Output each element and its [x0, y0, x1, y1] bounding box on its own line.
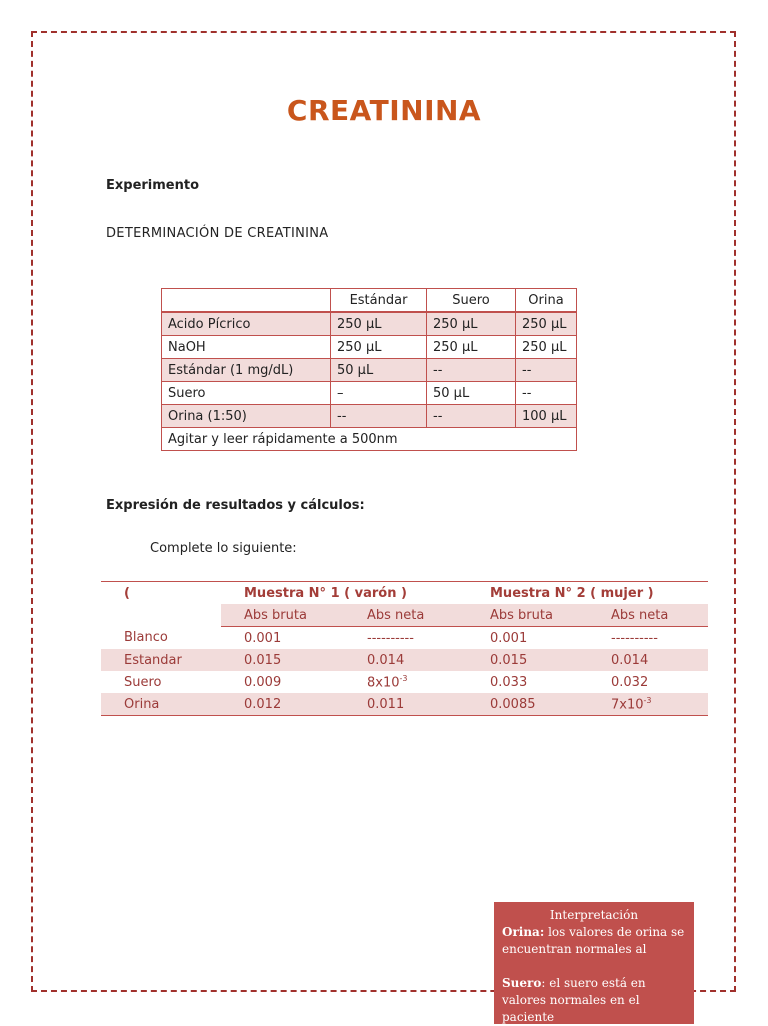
protocol-header-cell: [162, 289, 331, 313]
protocol-cell: --: [331, 405, 427, 428]
result-value-base: 8x10: [367, 675, 400, 691]
protocol-cell: 250 µL: [427, 312, 516, 336]
protocol-cell: Orina (1:50): [162, 405, 331, 428]
protocol-cell: 50 µL: [331, 359, 427, 382]
protocol-cell: –: [331, 382, 427, 405]
page-title: CREATININA: [286, 94, 482, 127]
result-cell: 0.0085: [467, 693, 588, 716]
result-cell: 0.011: [344, 693, 467, 716]
protocol-cell: 50 µL: [427, 382, 516, 405]
protocol-footer: Agitar y leer rápidamente a 500nm: [162, 428, 577, 451]
suero-text: : el suero está en valores normales en el paciente: [502, 976, 646, 1024]
result-cell: 0.033: [490, 674, 528, 690]
protocol-cell: NaOH: [162, 336, 331, 359]
interpretation-orina: [502, 924, 686, 958]
protocol-cell: --: [516, 382, 577, 405]
results-subheader: Abs bruta: [467, 604, 588, 627]
results-subheader: Abs bruta: [221, 604, 344, 627]
result-cell: 0.001: [244, 630, 282, 646]
results-group-2: Muestra N° 2 ( mujer ): [467, 582, 708, 605]
result-cell: 0.014: [588, 649, 708, 671]
result-cell: [344, 671, 467, 693]
protocol-cell: 100 µL: [516, 405, 577, 428]
orina-text: los valores de orina se encuentran normales al: [502, 925, 685, 956]
protocol-row: [162, 359, 577, 382]
result-cell: 0.015: [467, 649, 588, 671]
result-cell: [588, 693, 708, 716]
results-row: [101, 671, 708, 693]
protocol-cell: 250 µL: [331, 336, 427, 359]
protocol-row: [162, 336, 577, 359]
result-cell: 0.015: [221, 649, 344, 671]
interpretation-title: Interpretación: [549, 908, 639, 922]
results-row: [101, 649, 708, 671]
result-cell: ----------: [611, 630, 658, 646]
interpretation-box: [494, 902, 694, 1024]
instruction-text: Complete lo siguiente:: [150, 541, 297, 556]
protocol-header-cell: Orina: [516, 289, 577, 313]
protocol-table: [161, 288, 577, 451]
suero-label: Suero: [502, 976, 542, 990]
result-value-exponent: -3: [399, 673, 408, 683]
experiment-name: DETERMINACIÓN DE CREATININA: [106, 226, 329, 241]
row-label: Estandar: [101, 649, 221, 671]
orina-label: Orina:: [502, 925, 545, 939]
results-group-1: Muestra N° 1 ( varón ): [221, 582, 467, 605]
result-value-exponent: -3: [643, 695, 652, 705]
results-subheader-row: [101, 604, 708, 627]
results-subheader: Abs neta: [344, 604, 467, 627]
protocol-cell: 250 µL: [516, 312, 577, 336]
protocol-cell: 250 µL: [516, 336, 577, 359]
result-value-base: 7x10: [611, 697, 644, 713]
protocol-footer-row: [162, 428, 577, 451]
results-corner: (: [101, 582, 221, 605]
results-row: [101, 627, 708, 650]
protocol-cell: Suero: [162, 382, 331, 405]
protocol-row: [162, 312, 577, 336]
experiment-heading: Experimento: [106, 178, 200, 193]
row-label: Blanco: [124, 630, 168, 646]
protocol-cell: --: [516, 359, 577, 382]
results-table: [101, 581, 708, 716]
result-cell: 0.001: [490, 630, 528, 646]
protocol-cell: --: [427, 359, 516, 382]
result-cell: 0.012: [221, 693, 344, 716]
protocol-header-cell: Estándar: [331, 289, 427, 313]
protocol-cell: 250 µL: [331, 312, 427, 336]
protocol-cell: Estándar (1 mg/dL): [162, 359, 331, 382]
result-cell: 0.009: [244, 674, 282, 690]
protocol-row: [162, 382, 577, 405]
protocol-header-cell: Suero: [427, 289, 516, 313]
interpretation-suero: [502, 975, 686, 1026]
protocol-row: [162, 405, 577, 428]
results-group-row: [101, 582, 708, 605]
result-cell: 0.014: [344, 649, 467, 671]
protocol-header-row: [162, 289, 577, 313]
protocol-cell: --: [427, 405, 516, 428]
result-cell: ----------: [367, 630, 414, 646]
row-label: Suero: [124, 674, 162, 690]
results-row: [101, 693, 708, 716]
row-label: Orina: [101, 693, 221, 716]
protocol-cell: 250 µL: [427, 336, 516, 359]
results-subheader: Abs neta: [588, 604, 708, 627]
protocol-cell: Acido Pícrico: [162, 312, 331, 336]
result-cell: 0.032: [611, 674, 649, 690]
results-heading: Expresión de resultados y cálculos:: [106, 498, 365, 513]
